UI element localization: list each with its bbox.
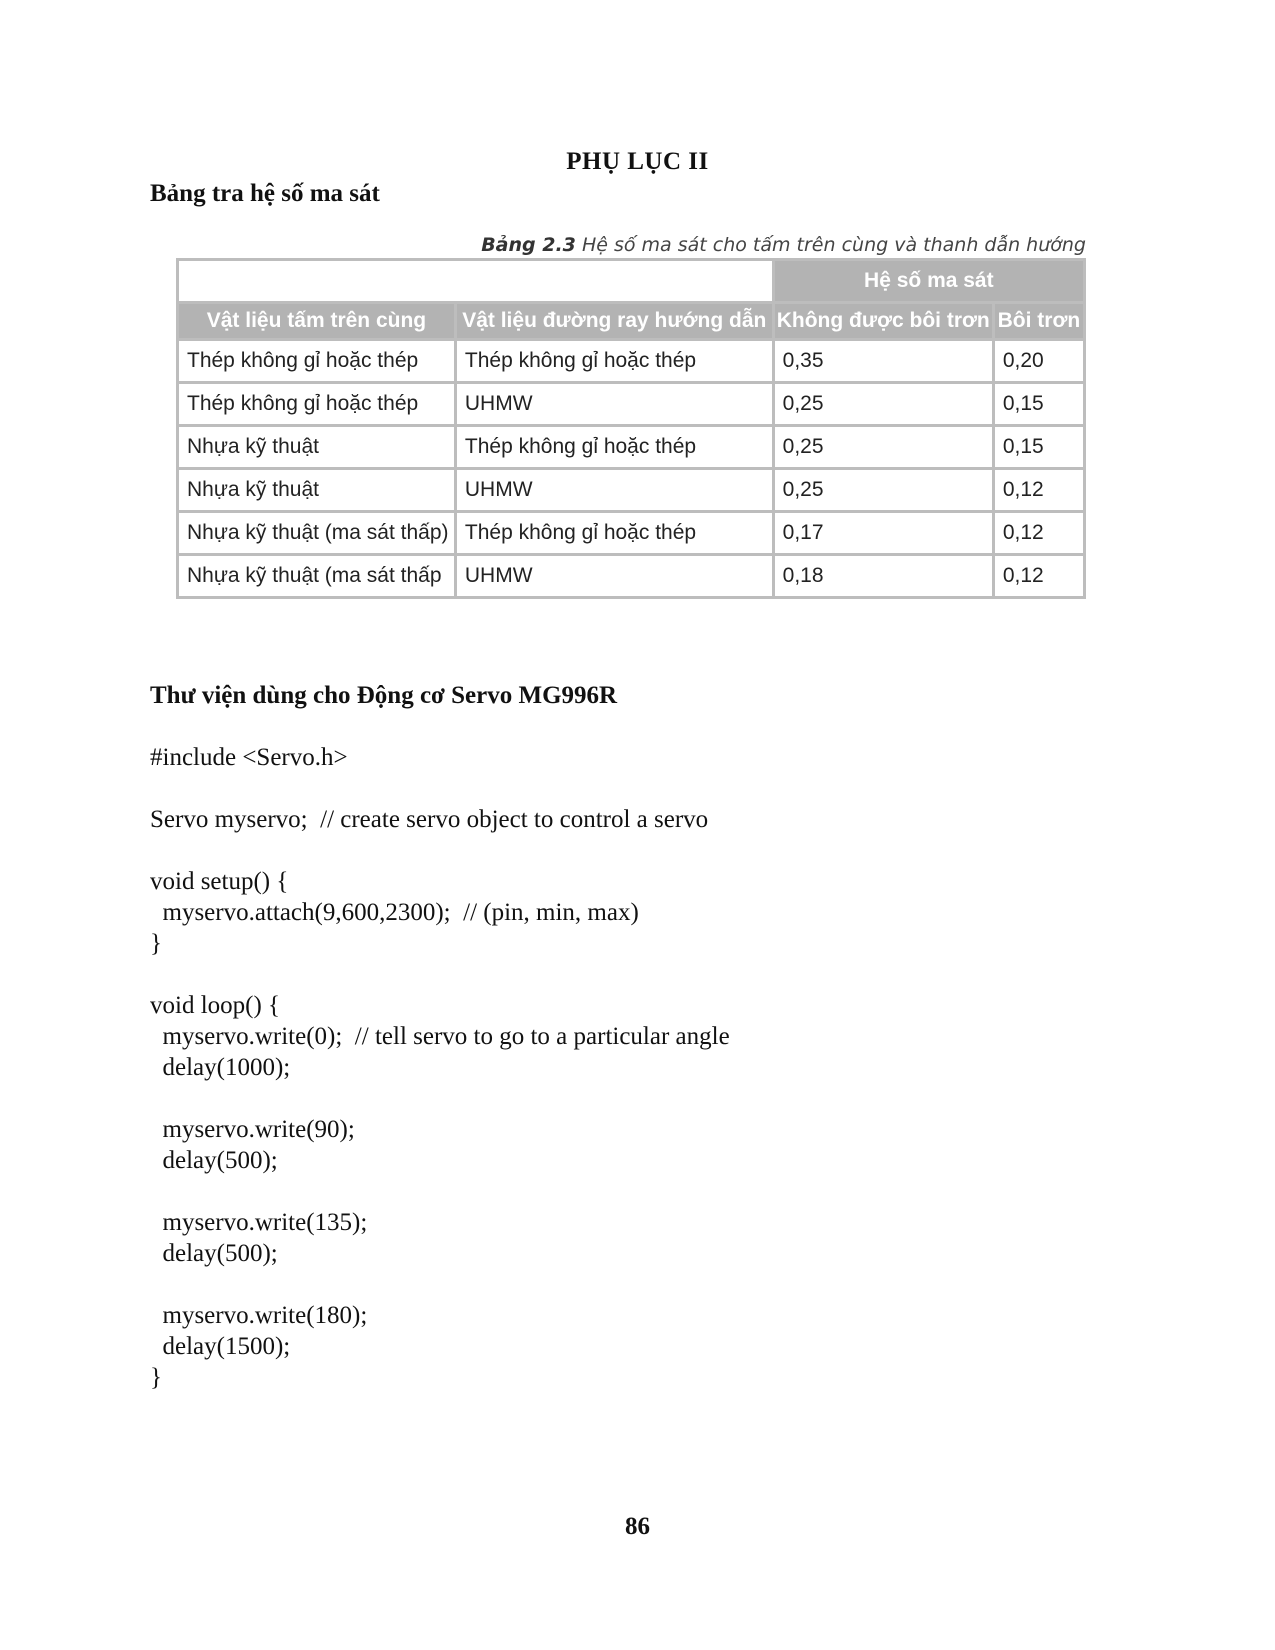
table-cell: Thép không gỉ hoặc thép (457, 427, 772, 467)
table-cell: 0,15 (995, 427, 1083, 467)
table-caption (176, 234, 1086, 256)
code-line: myservo.write(90); (150, 1116, 355, 1143)
table-cell: Thép không gỉ hoặc thép (179, 384, 454, 424)
code-line: delay(1000); (150, 1054, 291, 1081)
code-line: Servo myservo; // create servo object to control a servo (150, 806, 709, 833)
code-line (150, 773, 730, 804)
page-title: PHỤ LỤC II (566, 148, 709, 175)
code-line (150, 835, 730, 866)
friction-table-heading: Bảng tra hệ số ma sát (150, 180, 380, 207)
table-caption-text: Hệ số ma sát cho tấm trên cùng và thanh dẫn hướng (581, 234, 1086, 256)
table-cell: Nhựa kỹ thuật (179, 470, 454, 510)
code-line: delay(500); (150, 1147, 278, 1174)
code-line (150, 959, 730, 990)
page-number: 86 (625, 1513, 650, 1540)
servo-library-heading: Thư viện dùng cho Động cơ Servo MG996R (150, 682, 618, 709)
table-header-blank (179, 261, 772, 301)
table-row (179, 341, 1083, 381)
table-cell: 0,25 (775, 470, 992, 510)
table-cell: 0,20 (995, 341, 1083, 381)
table-cell: Nhựa kỹ thuật (ma sát thấp) (179, 513, 454, 553)
table-cell: 0,18 (775, 556, 992, 596)
table-cell: 0,12 (995, 470, 1083, 510)
table-cell: 0,15 (995, 384, 1083, 424)
table-cell: 0,17 (775, 513, 992, 553)
table-cell: Thép không gỉ hoặc thép (457, 341, 772, 381)
code-line (150, 1176, 730, 1207)
table-row (179, 384, 1083, 424)
table-column-header: Không được bôi trơn (775, 304, 992, 338)
code-line (150, 1083, 730, 1114)
table-row (179, 556, 1083, 596)
table-caption-label: Bảng 2.3 (481, 234, 576, 256)
code-line: void setup() { (150, 868, 289, 895)
table-column-header: Vật liệu tấm trên cùng (179, 304, 454, 338)
code-line: myservo.write(135); (150, 1209, 368, 1236)
code-line: delay(500); (150, 1240, 278, 1267)
table-row (179, 470, 1083, 510)
code-line: myservo.write(0); // tell servo to go to a particular angle (150, 1023, 730, 1050)
table-cell: 0,25 (775, 384, 992, 424)
code-line: delay(1500); (150, 1333, 291, 1360)
table-cell: UHMW (457, 556, 772, 596)
code-line (150, 1269, 730, 1300)
table-cell: Nhựa kỹ thuật (ma sát thấp (179, 556, 454, 596)
friction-coefficient-table (176, 258, 1086, 599)
table-cell: 0,25 (775, 427, 992, 467)
table-cell: Thép không gỉ hoặc thép (457, 513, 772, 553)
table-cell: Nhựa kỹ thuật (179, 427, 454, 467)
table-column-header: Bôi trơn (995, 304, 1083, 338)
table-cell: 0,35 (775, 341, 992, 381)
code-line: } (150, 1364, 162, 1391)
table-row (179, 513, 1083, 553)
code-line: } (150, 930, 162, 957)
table-cell: Thép không gỉ hoặc thép (179, 341, 454, 381)
table-row (179, 427, 1083, 467)
table-cell: 0,12 (995, 513, 1083, 553)
code-line: myservo.write(180); (150, 1302, 368, 1329)
table-cell: 0,12 (995, 556, 1083, 596)
code-listing (150, 742, 730, 1393)
table-column-header: Vật liệu đường ray hướng dẫn (457, 304, 772, 338)
table-group-header: Hệ số ma sát (775, 261, 1083, 301)
code-line: myservo.attach(9,600,2300); // (pin, min, max) (150, 899, 639, 926)
table-cell: UHMW (457, 384, 772, 424)
code-line: #include <Servo.h> (150, 744, 348, 771)
code-line: void loop() { (150, 992, 281, 1019)
table-cell: UHMW (457, 470, 772, 510)
